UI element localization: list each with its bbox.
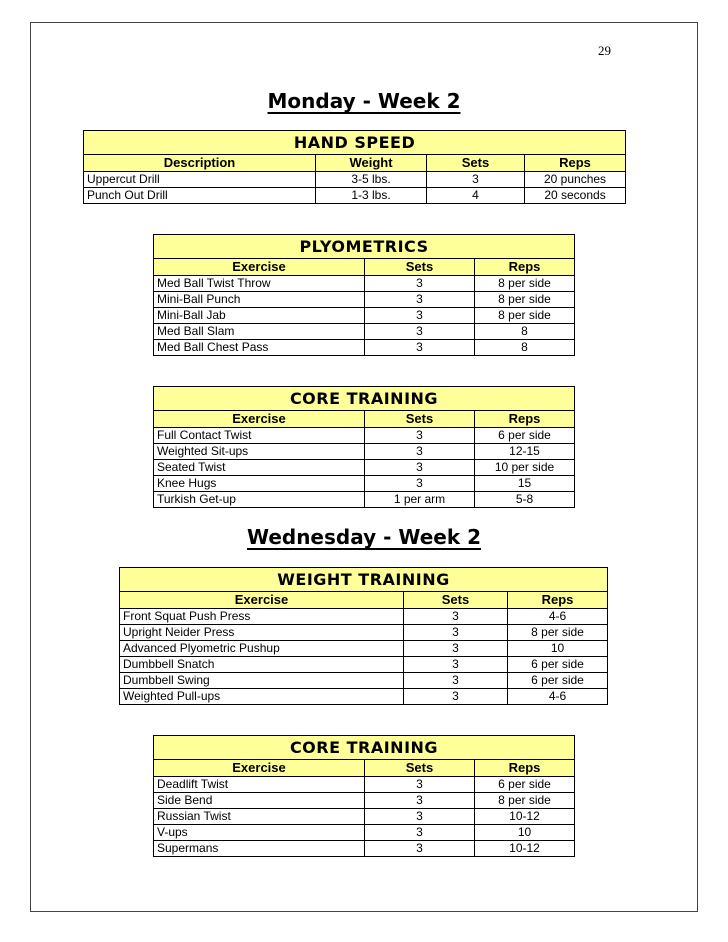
hand-speed-title-row	[84, 131, 626, 155]
table-cell: Punch Out Drill	[84, 188, 316, 204]
core-training-wednesday-title-row	[154, 736, 575, 760]
table-cell: Turkish Get-up	[154, 492, 365, 508]
table-cell: 8	[475, 340, 575, 356]
table-row	[154, 809, 575, 825]
table-row	[154, 324, 575, 340]
table-row	[120, 689, 608, 705]
table-cell: 10 per side	[475, 460, 575, 476]
table-cell: 3-5 lbs.	[316, 172, 427, 188]
plyometrics-header-row	[154, 259, 575, 276]
column-header: Sets	[365, 259, 475, 276]
table-cell: Full Contact Twist	[154, 428, 365, 444]
table-cell: V-ups	[154, 825, 365, 841]
core-training-wednesday-header-row	[154, 760, 575, 777]
table-cell: 12-15	[475, 444, 575, 460]
column-header: Exercise	[154, 259, 365, 276]
column-header: Exercise	[120, 592, 404, 609]
weight-training-header-row	[120, 592, 608, 609]
column-header: Reps	[475, 760, 575, 777]
table-row	[84, 188, 626, 204]
table-cell: Med Ball Chest Pass	[154, 340, 365, 356]
weight-training-title-row	[120, 568, 608, 592]
table-row	[154, 825, 575, 841]
table-row	[154, 793, 575, 809]
table-row	[154, 340, 575, 356]
monday-heading	[0, 88, 728, 114]
page-number: 29	[598, 43, 611, 58]
table-cell: 3	[365, 825, 475, 841]
weight-training-title: WEIGHT TRAINING	[120, 568, 608, 592]
table-cell: 3	[404, 657, 508, 673]
core-training-wednesday-table	[153, 735, 575, 857]
table-cell: 6 per side	[475, 777, 575, 793]
hand-speed-title: HAND SPEED	[84, 131, 626, 155]
table-cell: 3	[365, 292, 475, 308]
table-cell: 8	[475, 324, 575, 340]
column-header: Sets	[365, 411, 475, 428]
table-cell: 1 per arm	[365, 492, 475, 508]
table-cell: 6 per side	[508, 657, 608, 673]
table-cell: 3	[365, 777, 475, 793]
core-training-monday-header-row	[154, 411, 575, 428]
table-cell: Mini-Ball Jab	[154, 308, 365, 324]
table-row	[154, 841, 575, 857]
table-cell: 1-3 lbs.	[316, 188, 427, 204]
table-cell: Med Ball Slam	[154, 324, 365, 340]
core-training-monday-title: CORE TRAINING	[154, 387, 575, 411]
table-cell: 3	[404, 689, 508, 705]
table-row	[154, 476, 575, 492]
column-header: Reps	[508, 592, 608, 609]
table-cell: 10-12	[475, 841, 575, 857]
table-cell: 3	[365, 809, 475, 825]
table-cell: Dumbbell Snatch	[120, 657, 404, 673]
column-header: Reps	[475, 411, 575, 428]
plyometrics-title-row	[154, 235, 575, 259]
table-row	[120, 609, 608, 625]
table-cell: 4-6	[508, 609, 608, 625]
table-cell: 3	[365, 308, 475, 324]
table-cell: 10	[508, 641, 608, 657]
table-row	[154, 308, 575, 324]
table-cell: 3	[365, 428, 475, 444]
core-training-wednesday-title: CORE TRAINING	[154, 736, 575, 760]
table-cell: 3	[404, 609, 508, 625]
table-row	[154, 428, 575, 444]
table-cell: 3	[365, 460, 475, 476]
table-cell: Mini-Ball Punch	[154, 292, 365, 308]
core-training-monday-table	[153, 386, 575, 508]
column-header: Exercise	[154, 411, 365, 428]
table-row	[154, 492, 575, 508]
column-header: Sets	[427, 155, 525, 172]
table-cell: 8 per side	[475, 276, 575, 292]
table-cell: 3	[365, 340, 475, 356]
weight-training-table	[119, 567, 608, 705]
table-cell: Weighted Sit-ups	[154, 444, 365, 460]
hand-speed-table	[83, 130, 626, 204]
table-cell: Uppercut Drill	[84, 172, 316, 188]
table-cell: 3	[365, 841, 475, 857]
wednesday-heading-text: Wednesday - Week 2	[246, 525, 482, 549]
wednesday-heading	[0, 524, 728, 550]
core-training-monday-title-row	[154, 387, 575, 411]
table-cell: Front Squat Push Press	[120, 609, 404, 625]
table-cell: 4	[427, 188, 525, 204]
table-cell: 3	[365, 276, 475, 292]
plyometrics-table	[153, 234, 575, 356]
table-cell: 6 per side	[508, 673, 608, 689]
table-row	[120, 625, 608, 641]
table-cell: Med Ball Twist Throw	[154, 276, 365, 292]
column-header: Description	[84, 155, 316, 172]
table-cell: 3	[404, 625, 508, 641]
table-cell: Supermans	[154, 841, 365, 857]
table-cell: 8 per side	[475, 292, 575, 308]
column-header: Sets	[365, 760, 475, 777]
table-cell: 3	[365, 444, 475, 460]
table-row	[154, 777, 575, 793]
column-header: Reps	[525, 155, 626, 172]
monday-heading-text: Monday - Week 2	[267, 89, 461, 113]
plyometrics-title: PLYOMETRICS	[154, 235, 575, 259]
table-cell: 5-8	[475, 492, 575, 508]
table-row	[120, 641, 608, 657]
table-cell: Side Bend	[154, 793, 365, 809]
table-cell: Russian Twist	[154, 809, 365, 825]
table-cell: 8 per side	[475, 793, 575, 809]
table-cell: 20 punches	[525, 172, 626, 188]
table-cell: 3	[427, 172, 525, 188]
table-cell: 3	[365, 324, 475, 340]
table-row	[154, 276, 575, 292]
table-cell: 8 per side	[508, 625, 608, 641]
column-header: Weight	[316, 155, 427, 172]
table-cell: 3	[404, 673, 508, 689]
table-cell: 20 seconds	[525, 188, 626, 204]
table-cell: Upright Neider Press	[120, 625, 404, 641]
table-row	[84, 172, 626, 188]
table-cell: 10-12	[475, 809, 575, 825]
table-row	[120, 673, 608, 689]
table-row	[120, 657, 608, 673]
table-cell: 6 per side	[475, 428, 575, 444]
table-cell: 4-6	[508, 689, 608, 705]
table-cell: Deadlift Twist	[154, 777, 365, 793]
table-row	[154, 292, 575, 308]
table-cell: Knee Hugs	[154, 476, 365, 492]
table-cell: Dumbbell Swing	[120, 673, 404, 689]
table-cell: Seated Twist	[154, 460, 365, 476]
table-cell: 3	[365, 793, 475, 809]
column-header: Exercise	[154, 760, 365, 777]
table-cell: 15	[475, 476, 575, 492]
column-header: Reps	[475, 259, 575, 276]
table-cell: 10	[475, 825, 575, 841]
table-row	[154, 460, 575, 476]
table-cell: 3	[404, 641, 508, 657]
table-cell: 8 per side	[475, 308, 575, 324]
hand-speed-header-row	[84, 155, 626, 172]
table-cell: 3	[365, 476, 475, 492]
table-cell: Weighted Pull-ups	[120, 689, 404, 705]
table-cell: Advanced Plyometric Pushup	[120, 641, 404, 657]
column-header: Sets	[404, 592, 508, 609]
table-row	[154, 444, 575, 460]
